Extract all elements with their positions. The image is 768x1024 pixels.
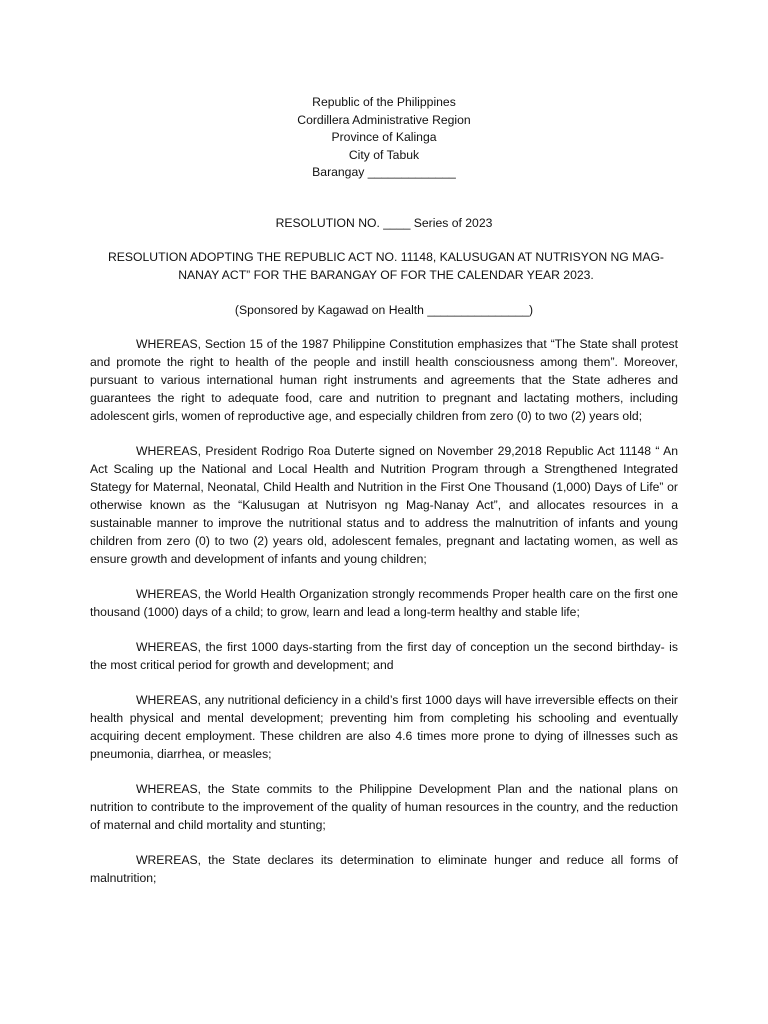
whereas-paragraph: WREREAS, the State declares its determination to eliminate hunger and reduce all forms of malnutrition;	[90, 853, 678, 885]
sponsor-line: (Sponsored by Kagawad on Health _______________)	[234, 303, 534, 317]
document-body	[90, 335, 678, 904]
resolution-title: RESOLUTION ADOPTING THE REPUBLIC ACT NO. 11148, KALUSUGAN AT NUTRISYON NG MAG-NANAY ACT” FOR THE BARANGAY OF FOR THE CALENDAR YEAR 2023.	[107, 250, 664, 282]
document-header	[0, 94, 768, 182]
whereas-paragraph: WHEREAS, the first 1000 days-starting from the first day of conception un the second birthday- is the most critical period for growth and development; and	[90, 640, 678, 672]
header-province: Province of Kalinga	[331, 130, 437, 144]
whereas-paragraph: WHEREAS, any nutritional deficiency in a child’s first 1000 days will have irreversible effects on their health physical and mental development; preventing him from completing his schooling and eventually acquiring decent employment. These children are also 4.6 times more prone to dying of illnesses such as pneumonia, diarrhea, or measles;	[90, 693, 678, 761]
whereas-paragraph: WHEREAS, President Rodrigo Roa Duterte signed on November 29,2018 Republic Act 11148 “ An Act Scaling up the National and Local Health and Nutrition Program through a Strengthened Integrated Stategy for Maternal, Neonatal, Child Health and Nutrition in the First One Thousand (1,000) Days of Life” or otherwise known as the “Kalusugan at Nutrisyon ng Mag-Nanay Act”, and allocates resources in a sustainable manner to improve the nutritional status and to address the malnutrition of infants and young children from zero (0) to two (2) years old, adolescent females, pregnant and lactating women, as well as ensure growth and development of infants and young children;	[90, 444, 678, 566]
header-barangay: Barangay _____________	[312, 165, 456, 179]
header-republic: Republic of the Philippines	[312, 95, 456, 109]
header-region: Cordillera Administrative Region	[297, 112, 471, 127]
whereas-paragraph: WHEREAS, the World Health Organization strongly recommends Proper health care on the first one thousand (1000) days of a child; to grow, learn and lead a long-term healthy and stable life;	[90, 587, 678, 619]
whereas-paragraph: WHEREAS, the State commits to the Philippine Development Plan and the national plans on nutrition to contribute to the improvement of the quality of human resources in the country, and the reduction of maternal and child mortality and stunting;	[90, 782, 678, 832]
whereas-paragraph: WHEREAS, Section 15 of the 1987 Philippine Constitution emphasizes that “The State shall protest and promote the right to health of the people and instill health consciousness among them”. Moreover, pursuant to various international human right instruments and agreements that the State adheres and guarantees the right to adequate food, care and nutrition to pregnant and lactating mothers, including adolescent girls, women of reproductive age, and especially children from zero (0) to two (2) years old;	[90, 337, 678, 423]
resolution-number: RESOLUTION NO. ____ Series of 2023	[275, 216, 493, 230]
header-city: City of Tabuk	[348, 147, 420, 162]
